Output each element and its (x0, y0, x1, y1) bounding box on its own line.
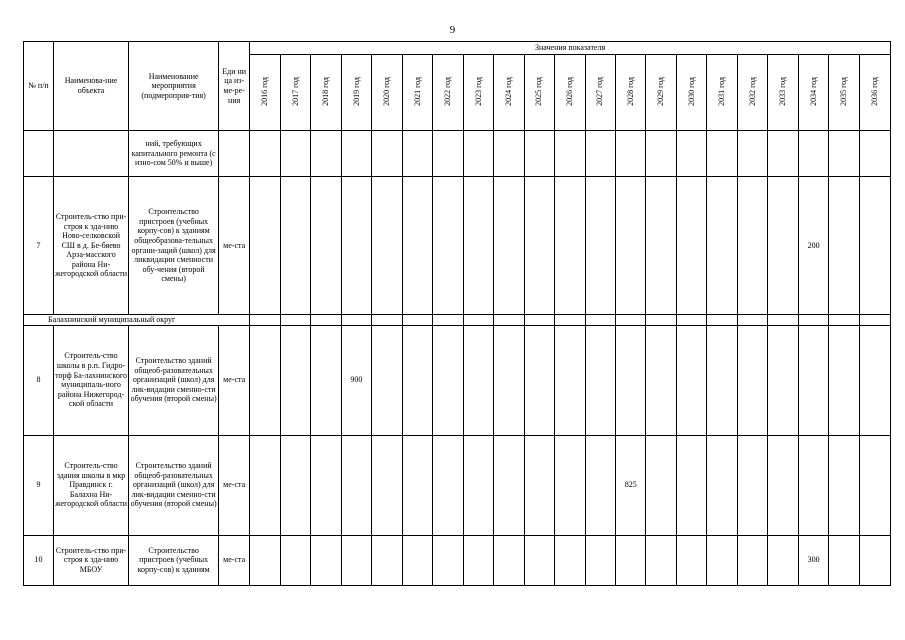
empty-cell (798, 325, 828, 435)
empty-cell (402, 325, 432, 435)
page-number: 9 (449, 24, 456, 36)
empty-cell (676, 131, 706, 177)
empty-cell (555, 435, 585, 535)
year-label: 2029 год (656, 76, 666, 106)
header-year (402, 55, 432, 131)
empty-cell (372, 535, 402, 585)
empty-cell (402, 131, 432, 177)
section-label: Балахнинский муниципальный округ (24, 315, 250, 326)
empty-cell (615, 177, 645, 315)
empty-cell (707, 535, 737, 585)
year-label: 2036 год (870, 76, 880, 106)
header-year (311, 55, 341, 131)
empty-cell (615, 131, 645, 177)
empty-cell (707, 177, 737, 315)
cell-value: 300 (798, 535, 828, 585)
header-year (524, 55, 554, 131)
empty-cell (585, 325, 615, 435)
empty-cell (585, 435, 615, 535)
empty-cell (311, 325, 341, 435)
empty-cell (433, 535, 463, 585)
cell-event: Строительство зданий общеоб-разовательных организаций (школ) для лик-видации сменно-сти обучения (второй смены) (129, 325, 219, 435)
empty-cell (646, 535, 676, 585)
empty-cell (524, 177, 554, 315)
empty-cell (494, 177, 524, 315)
empty-cell (646, 435, 676, 535)
cell-event: Строительство зданий общеоб-разовательных организаций (школ) для лик-видации сменно-сти обучения (второй смены) (129, 435, 219, 535)
header-year (372, 55, 402, 131)
empty-cell (311, 315, 341, 326)
empty-cell (555, 535, 585, 585)
year-label: 2024 год (503, 76, 513, 106)
empty-cell (402, 315, 432, 326)
year-label: 2031 год (717, 76, 727, 106)
empty-cell (402, 535, 432, 585)
cell-num: 9 (24, 435, 54, 535)
empty-cell (372, 177, 402, 315)
empty-cell (676, 177, 706, 315)
empty-cell (463, 325, 493, 435)
year-label: 2017 год (290, 76, 300, 106)
empty-cell (494, 535, 524, 585)
cell-num: 7 (24, 177, 54, 315)
empty-cell (372, 315, 402, 326)
header-num: № п/п (24, 42, 54, 131)
empty-cell (280, 315, 310, 326)
empty-cell (676, 325, 706, 435)
empty-cell (463, 315, 493, 326)
empty-cell (341, 435, 371, 535)
cell-event: Строительство пристроев (учебных корпу-сов) к зданиям (129, 535, 219, 585)
empty-cell (585, 315, 615, 326)
empty-cell (829, 131, 859, 177)
empty-cell (555, 325, 585, 435)
cell-object: Строитель-ство при-строя к зда-нию МБОУ (54, 535, 129, 585)
table-row (24, 325, 891, 435)
empty-cell (737, 325, 767, 435)
empty-cell (250, 177, 280, 315)
empty-cell (372, 325, 402, 435)
header-year (433, 55, 463, 131)
empty-cell (311, 177, 341, 315)
empty-cell (524, 325, 554, 435)
header-year (341, 55, 371, 131)
header-year (646, 55, 676, 131)
empty-cell (646, 177, 676, 315)
empty-cell (768, 435, 798, 535)
empty-cell (280, 131, 310, 177)
empty-cell (555, 131, 585, 177)
empty-cell (433, 435, 463, 535)
empty-cell (737, 315, 767, 326)
header-year (250, 55, 280, 131)
empty-cell (280, 535, 310, 585)
header-year (737, 55, 767, 131)
empty-cell (524, 315, 554, 326)
header-year (615, 55, 645, 131)
empty-cell (372, 131, 402, 177)
empty-cell (433, 131, 463, 177)
empty-cell (737, 131, 767, 177)
empty-cell (676, 535, 706, 585)
empty-cell (798, 315, 828, 326)
cell-unit: ме-ста (219, 435, 250, 535)
header-year (859, 55, 890, 131)
empty-cell (585, 131, 615, 177)
empty-cell (859, 131, 890, 177)
empty-cell (829, 435, 859, 535)
empty-cell (768, 131, 798, 177)
year-label: 2025 год (534, 76, 544, 106)
year-label: 2033 год (778, 76, 788, 106)
year-label: 2028 год (625, 76, 635, 106)
year-label: 2027 год (595, 76, 605, 106)
empty-cell (798, 131, 828, 177)
empty-cell (250, 131, 280, 177)
empty-cell (615, 315, 645, 326)
year-label: 2035 год (839, 76, 849, 106)
empty-cell (737, 435, 767, 535)
cell-num (24, 131, 54, 177)
empty-cell (250, 535, 280, 585)
cell-object (54, 131, 129, 177)
cell-num: 10 (24, 535, 54, 585)
header-year (768, 55, 798, 131)
empty-cell (555, 177, 585, 315)
empty-cell (341, 131, 371, 177)
empty-cell (859, 535, 890, 585)
empty-cell (768, 177, 798, 315)
cell-object: Строитель-ство здания школы в мкр Правдинск г. Балахна Ни-жегородской области (54, 435, 129, 535)
empty-cell (524, 131, 554, 177)
year-label: 2034 год (808, 76, 818, 106)
empty-cell (798, 435, 828, 535)
cell-num: 8 (24, 325, 54, 435)
header-year (707, 55, 737, 131)
empty-cell (829, 325, 859, 435)
empty-cell (433, 325, 463, 435)
empty-cell (676, 435, 706, 535)
header-year (829, 55, 859, 131)
empty-cell (676, 315, 706, 326)
indicator-table (23, 41, 891, 586)
cell-unit: ме-ста (219, 177, 250, 315)
empty-cell (463, 435, 493, 535)
empty-cell (494, 131, 524, 177)
year-label: 2020 год (382, 76, 392, 106)
empty-cell (311, 535, 341, 585)
year-label: 2023 год (473, 76, 483, 106)
header-year (494, 55, 524, 131)
empty-cell (768, 325, 798, 435)
table-row (24, 131, 891, 177)
table-row (24, 535, 891, 585)
empty-cell (859, 315, 890, 326)
cell-event: ний, требующих капитального ремонта (с изно-сом 50% и выше) (129, 131, 219, 177)
year-label: 2030 год (686, 76, 696, 106)
empty-cell (737, 177, 767, 315)
cell-object: Строитель-ство при-строя к зда-нию Ново-селковской СШ в д. Бе-бяево Арза-масского района Ни-жегородской области (54, 177, 129, 315)
cell-value: 200 (798, 177, 828, 315)
empty-cell (463, 535, 493, 585)
year-label: 2019 год (351, 76, 361, 106)
empty-cell (433, 177, 463, 315)
header-year (280, 55, 310, 131)
section-row (24, 315, 891, 326)
header-event: Наименование мероприятия (подмероприя-тия) (129, 42, 219, 131)
cell-value: 900 (341, 325, 371, 435)
year-label: 2026 год (564, 76, 574, 106)
empty-cell (707, 325, 737, 435)
empty-cell (311, 435, 341, 535)
empty-cell (829, 535, 859, 585)
table-row (24, 435, 891, 535)
header-year (585, 55, 615, 131)
cell-unit: ме-ста (219, 535, 250, 585)
cell-event: Строительство пристроев (учебных корпу-сов) к зданиям общеобразова-тельных органи-заций (школ) для ликвидации сменности обу-чения (второй смены) (129, 177, 219, 315)
empty-cell (280, 435, 310, 535)
empty-cell (829, 315, 859, 326)
empty-cell (707, 131, 737, 177)
header-values-group: Значения показателя (250, 42, 891, 55)
empty-cell (859, 435, 890, 535)
year-label: 2021 год (412, 76, 422, 106)
empty-cell (524, 435, 554, 535)
empty-cell (402, 435, 432, 535)
empty-cell (646, 315, 676, 326)
header-year (798, 55, 828, 131)
cell-value: 825 (615, 435, 645, 535)
empty-cell (341, 535, 371, 585)
empty-cell (768, 315, 798, 326)
year-label: 2016 год (260, 76, 270, 106)
empty-cell (463, 131, 493, 177)
empty-cell (433, 315, 463, 326)
header-year (463, 55, 493, 131)
empty-cell (341, 315, 371, 326)
header-object: Наименова-ние объекта (54, 42, 129, 131)
year-label: 2032 год (747, 76, 757, 106)
header-unit: Еди ни ца из-ме-ре-ния (219, 42, 250, 131)
empty-cell (524, 535, 554, 585)
empty-cell (250, 315, 280, 326)
empty-cell (280, 177, 310, 315)
cell-object: Строитель-ство школы в р.п. Гидро-торф Ба-лахнинского муниципаль-ного района Нижегород-ской области (54, 325, 129, 435)
empty-cell (280, 325, 310, 435)
empty-cell (555, 315, 585, 326)
empty-cell (707, 315, 737, 326)
empty-cell (768, 535, 798, 585)
empty-cell (341, 177, 371, 315)
header-year (555, 55, 585, 131)
empty-cell (494, 325, 524, 435)
year-label: 2018 год (321, 76, 331, 106)
cell-unit (219, 131, 250, 177)
empty-cell (494, 315, 524, 326)
cell-unit: ме-ста (219, 325, 250, 435)
empty-cell (646, 131, 676, 177)
empty-cell (859, 325, 890, 435)
empty-cell (585, 535, 615, 585)
header-year (676, 55, 706, 131)
empty-cell (250, 325, 280, 435)
empty-cell (463, 177, 493, 315)
empty-cell (737, 535, 767, 585)
empty-cell (615, 535, 645, 585)
year-label: 2022 год (443, 76, 453, 106)
empty-cell (646, 325, 676, 435)
empty-cell (707, 435, 737, 535)
empty-cell (372, 435, 402, 535)
empty-cell (311, 131, 341, 177)
empty-cell (859, 177, 890, 315)
empty-cell (250, 435, 280, 535)
empty-cell (585, 177, 615, 315)
empty-cell (615, 325, 645, 435)
empty-cell (402, 177, 432, 315)
empty-cell (829, 177, 859, 315)
table-row (24, 177, 891, 315)
empty-cell (494, 435, 524, 535)
